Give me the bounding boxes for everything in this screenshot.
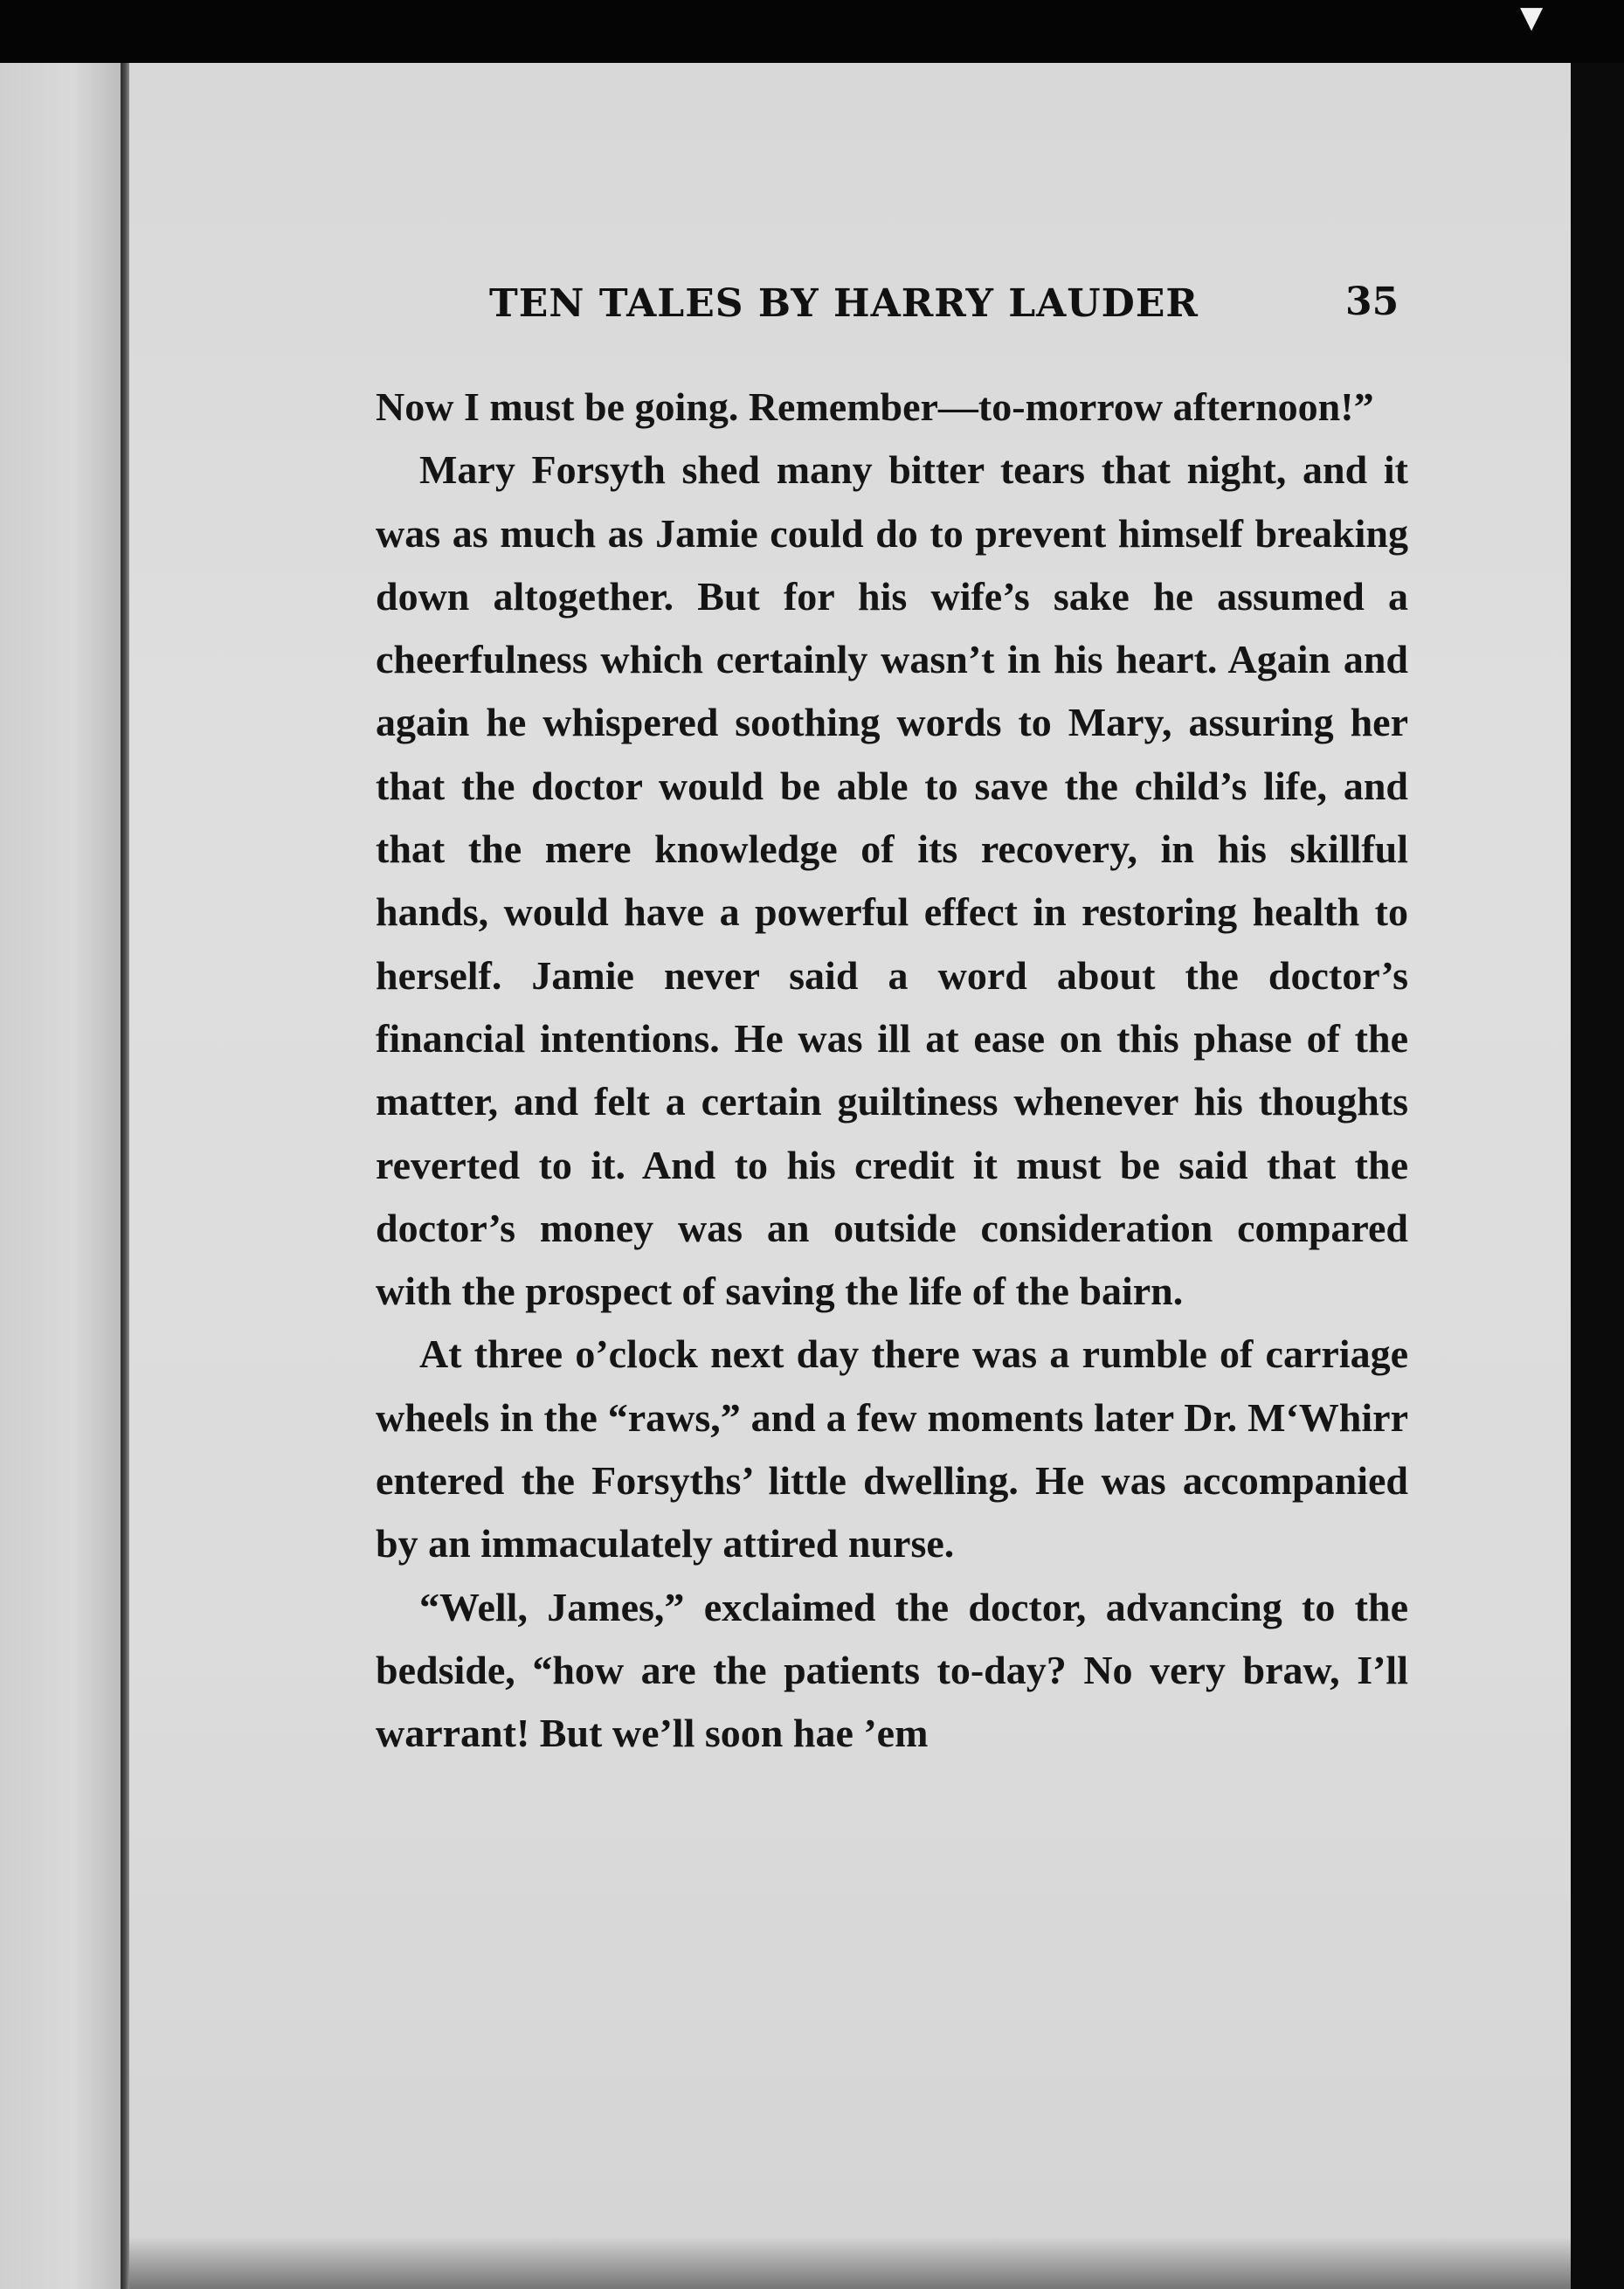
scan-right-border [1571, 63, 1624, 2289]
page-number: 35 [1345, 280, 1399, 324]
paragraph-1: Now I must be going. Remember—to-morrow afternoon!” [376, 384, 1374, 429]
paragraph-2: Mary Forsyth shed many bitter tears that night, and it was as much as Jamie could do to prevent himself breaking down altogether. But for his wife’s sake he assumed a cheerfulness which certainly wasn’t in his heart. Again and again he whispered soothing words to Mary, assuring her that the doctor would be able to save the child’s life, and that the mere knowledge of its recovery, in his skillful hands, would have a powerful effect in restoring health to herself. Jamie never said a word about the doctor’s financial intentions. He was ill at ease on this phase of the matter, and felt a certain guiltiness whenever his thoughts reverted to it. And to his credit it must be said that the doctor’s money was an outside consideration compared with the prospect of saving the life of the bairn. [376, 447, 1408, 1314]
running-header: TEN TALES BY HARRY LAUDER [489, 281, 1199, 326]
scan-top-border [0, 0, 1624, 63]
paragraph-4: “Well, James,” exclaimed the doctor, advancing to the bedside, “how are the patients to-day? No very braw, I’ll warrant! But we’ll soon hae ’em [376, 1584, 1408, 1756]
binding-mark-icon: ▼ [1520, 0, 1544, 35]
facing-page-edge [0, 63, 121, 2289]
book-gutter [121, 63, 129, 2289]
paragraph-3: At three o’clock next day there was a rumble of carriage wheels in the “raws,” and a few moments later Dr. M‘Whirr entered the Forsyths’ little dwelling. He was accompanied by an immaculately attired nurse. [376, 1331, 1408, 1566]
body-text [376, 376, 1408, 1766]
page-bottom-shadow [129, 2237, 1571, 2289]
